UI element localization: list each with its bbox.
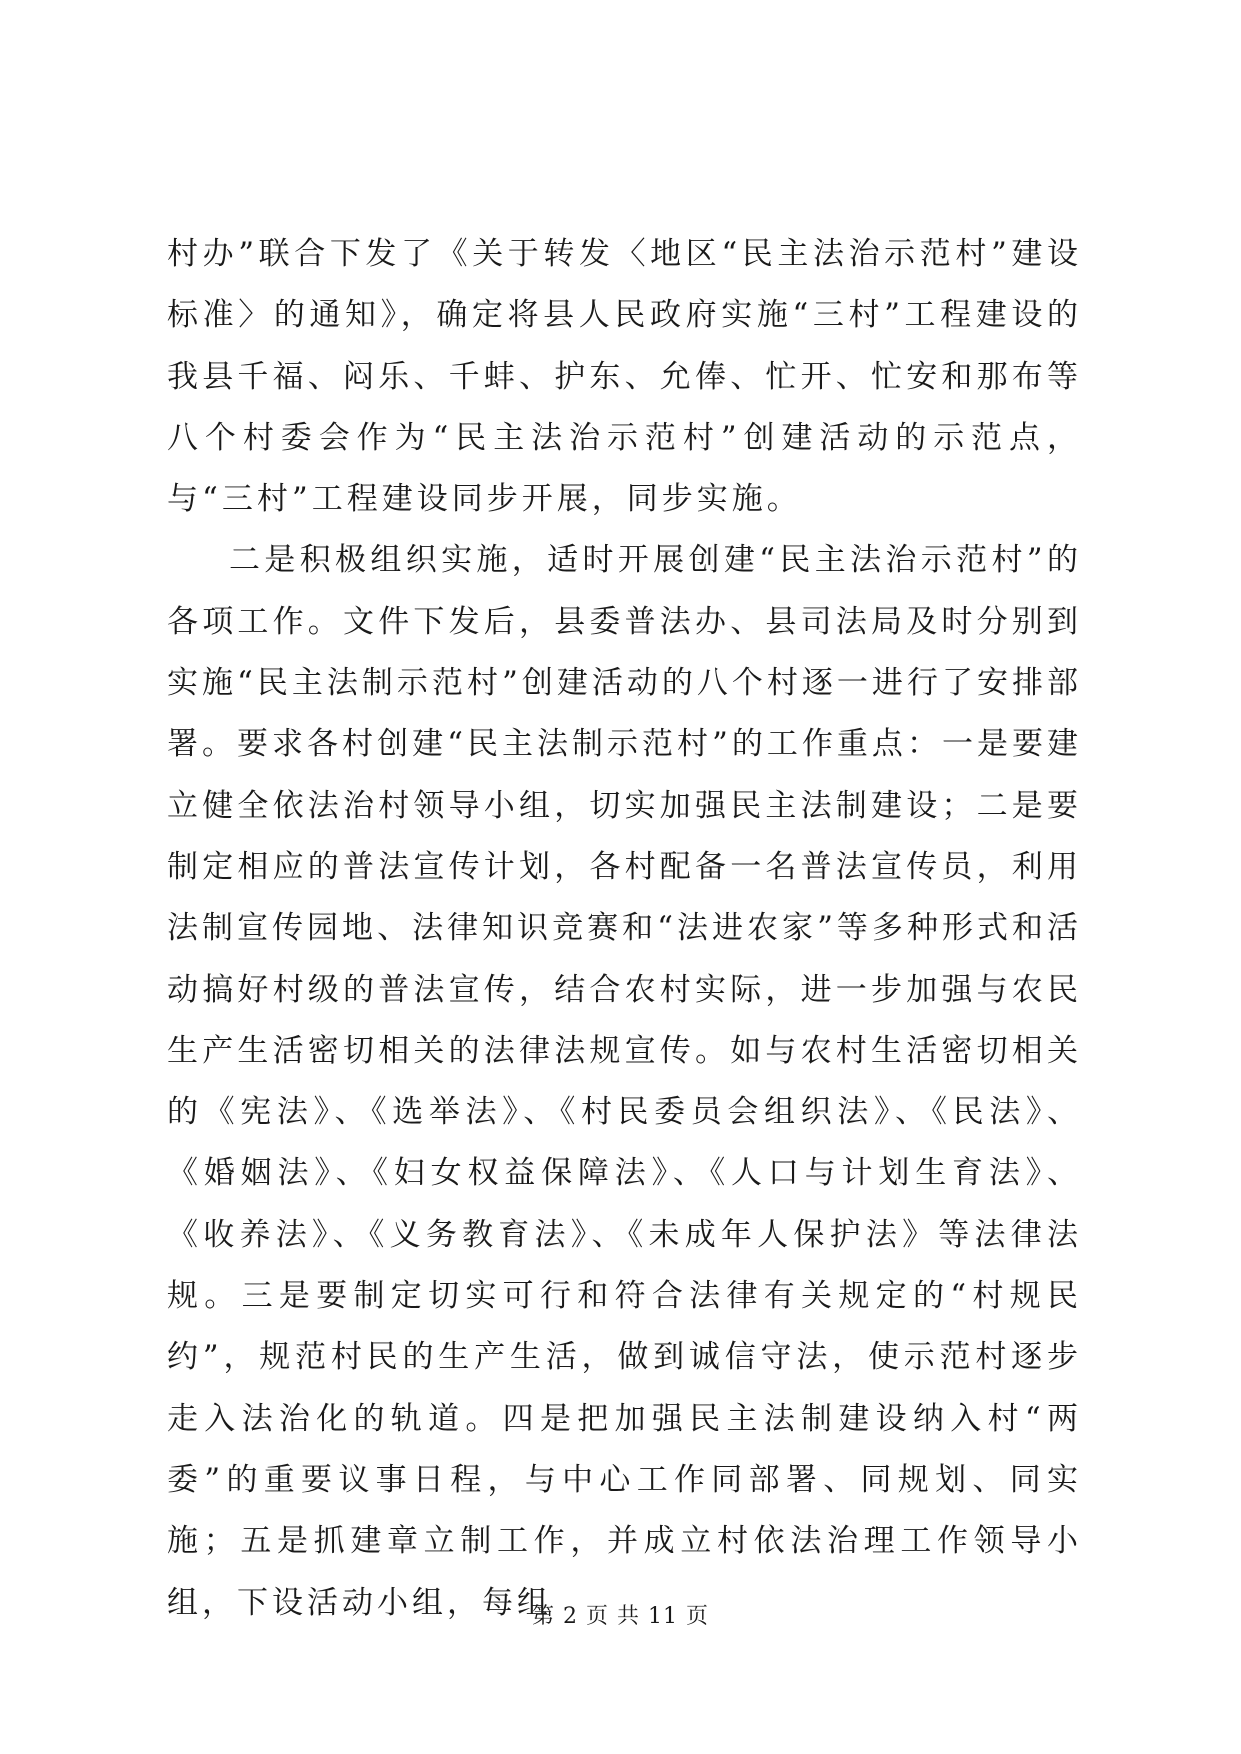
paragraph-implementation: 二是积极组织实施，适时开展创建“民主法治示范村”的各项工作。文件下发后，县委普法办、县司法局及时分别到实施“民主法制示范村”创建活动的八个村逐一进行了安排部署。要求各村创建“民主法制示范村”的工作重点：一是要建立健全依法治村领导小组，切实加强民主法制建设；二是要制定相应的普法宣传计划，各村配备一名普法宣传员，利用法制宣传园地、法律知识竞赛和“法进农家”等多种形式和活动搞好村级的普法宣传，结合农村实际，进一步加强与农民生产生活密切相关的法律法规宣传。如与农村生活密切相关的《宪法》、《选举法》、《村民委员会组织法》、《民法》、《婚姻法》、《妇女权益保障法》、《人口与计划生育法》、《收养法》、《义务教育法》、《未成年人保护法》等法律法规。三是要制定切实可行和符合法律有关规定的“村规民约”，规范村民的生产生活，做到诚信守法，使示范村逐步走入法治化的轨道。四是把加强民主法制建设纳入村“两委”的重要议事日程，与中心工作同部署、同规划、同实施；五是抓建章立制工作，并成立村依法治理工作领导小组，下设活动小组，每组: [167, 542, 1082, 1621]
paragraph-continuation: 村办”联合下发了《关于转发〈地区“民主法治示范村”建设标准〉的通知》，确定将县人民政府实施“三村”工程建设的我县千福、闷乐、千蚌、护东、允俸、忙开、忙安和那布等八个村委会作为“民主法治示范村”创建活动的示范点，与“三村”工程建设同步开展，同步实施。: [167, 236, 1082, 518]
document-body: [167, 224, 1082, 1634]
page-number-footer: 第 2 页 共 11 页: [532, 1604, 709, 1629]
